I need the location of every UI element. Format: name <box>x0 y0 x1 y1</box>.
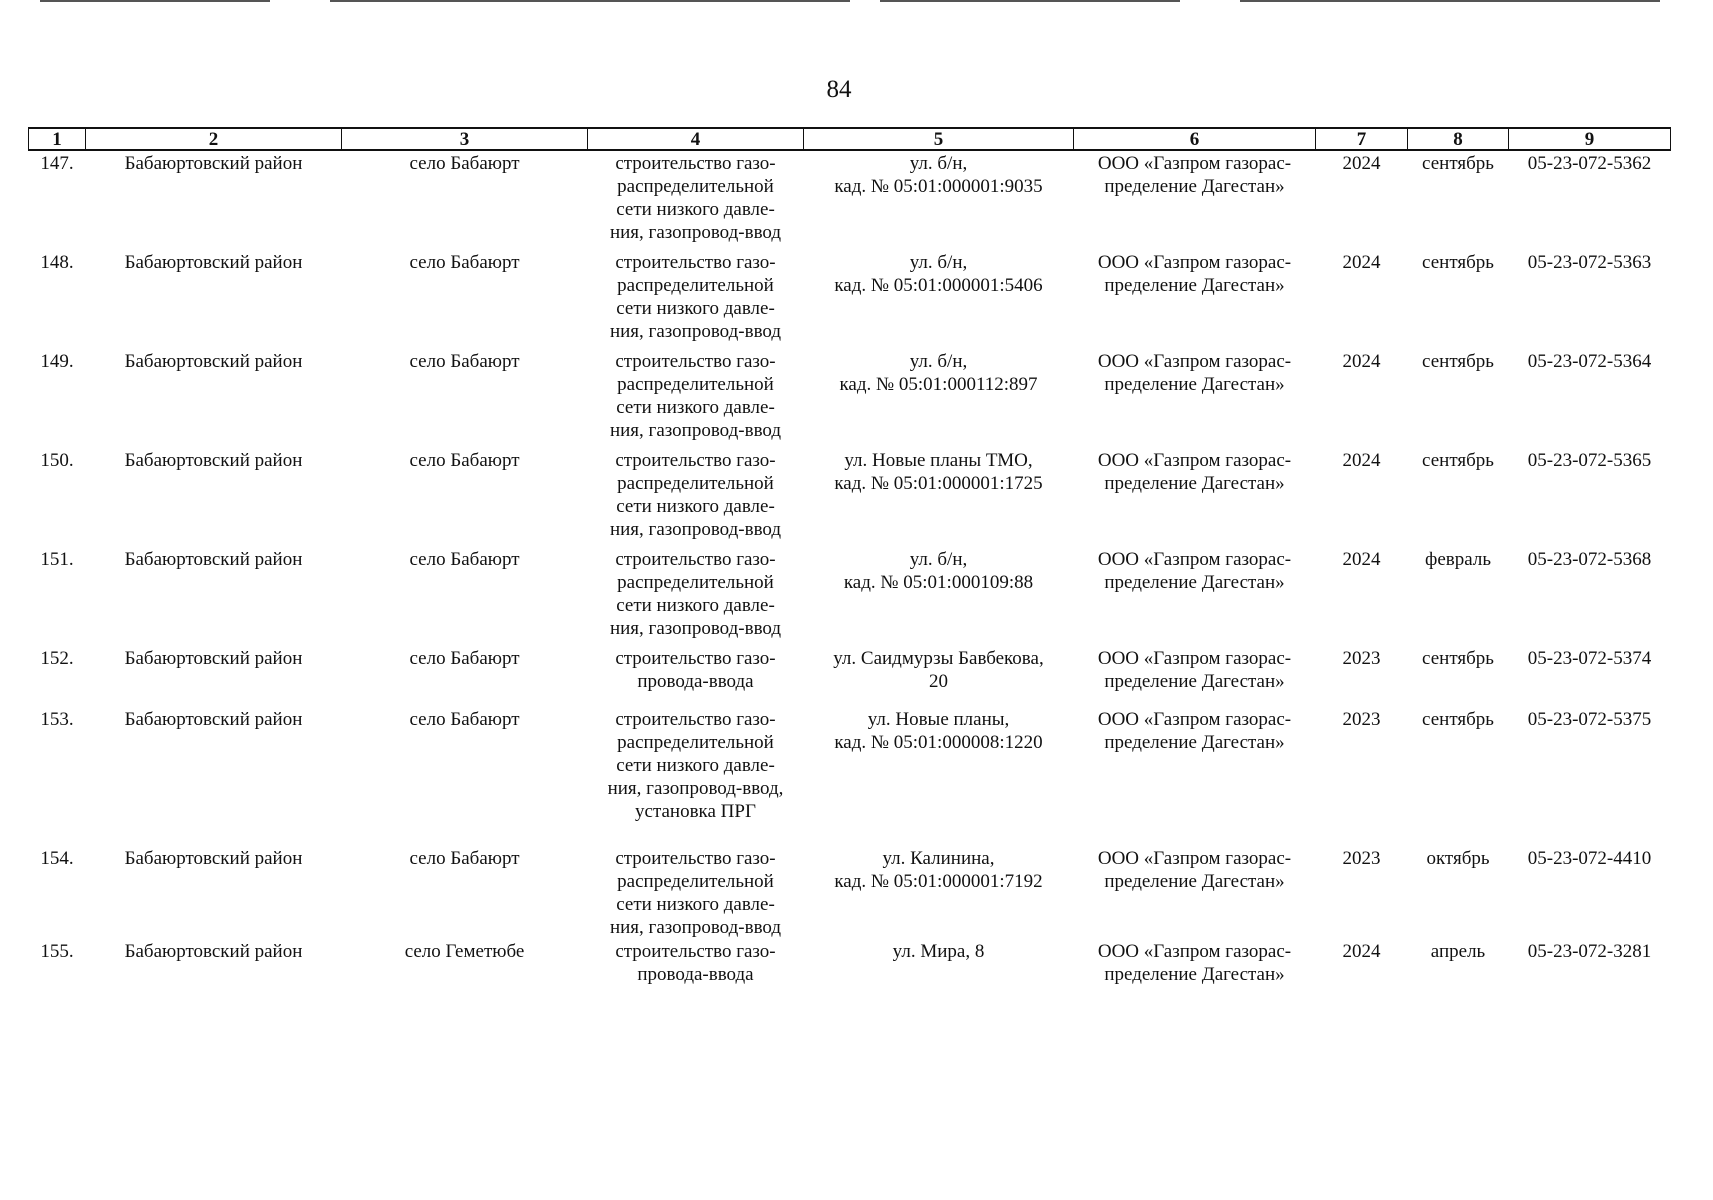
address-cell-text: ул. Новые планы, кад. № 05:01:000008:1220 <box>834 709 1043 753</box>
work-description-cell <box>588 250 804 349</box>
year-cell-text: 2023 <box>1342 848 1381 869</box>
row-number-text: 155. <box>40 941 74 962</box>
district-cell <box>86 707 342 846</box>
settlement-cell <box>342 349 588 448</box>
district-cell <box>86 939 342 1000</box>
district-cell <box>86 646 342 707</box>
work-description-cell <box>588 547 804 646</box>
month-cell-text: сентябрь <box>1422 351 1494 372</box>
registry-code-cell <box>1509 349 1671 448</box>
month-cell-text: сентябрь <box>1422 450 1494 471</box>
settlement-cell-text: село Бабаюрт <box>409 709 520 730</box>
document-table <box>28 127 1671 1000</box>
column-header: 1 <box>29 128 86 150</box>
work-description-cell <box>588 846 804 939</box>
address-cell <box>804 349 1074 448</box>
table-body <box>29 150 1671 1000</box>
organization-cell-text: ООО «Газпром газорас- пределение Дагестан» <box>1097 351 1292 395</box>
organization-cell-text: ООО «Газпром газорас- пределение Дагестан» <box>1097 941 1292 985</box>
district-cell <box>86 150 342 250</box>
document-table-container <box>28 127 1670 1000</box>
work-description-cell-text: строительство газо- распределительной сети низкого давле- ния, газопровод-ввод <box>609 848 782 938</box>
scan-edge-segment <box>1240 0 1660 2</box>
month-cell <box>1408 646 1509 707</box>
month-cell-text: сентябрь <box>1422 648 1494 669</box>
settlement-cell-text: село Бабаюрт <box>409 351 520 372</box>
row-number <box>29 250 86 349</box>
work-description-cell <box>588 448 804 547</box>
year-cell <box>1316 939 1408 1000</box>
row-number <box>29 349 86 448</box>
organization-cell-text: ООО «Газпром газорас- пределение Дагестан» <box>1097 648 1292 692</box>
registry-code-cell-text: 05-23-072-4410 <box>1527 848 1652 869</box>
settlement-cell <box>342 846 588 939</box>
year-cell-text: 2023 <box>1342 709 1381 730</box>
row-number <box>29 707 86 846</box>
year-cell-text: 2024 <box>1342 450 1381 471</box>
row-number <box>29 646 86 707</box>
address-cell <box>804 846 1074 939</box>
year-cell-text: 2024 <box>1342 549 1381 570</box>
column-header: 7 <box>1316 128 1408 150</box>
registry-code-cell-text: 05-23-072-5364 <box>1527 351 1652 372</box>
row-number-text: 147. <box>40 153 74 174</box>
year-cell <box>1316 846 1408 939</box>
column-header: 3 <box>342 128 588 150</box>
registry-code-cell <box>1509 846 1671 939</box>
month-cell <box>1408 150 1509 250</box>
district-cell-text: Бабаюртовский район <box>124 941 303 962</box>
address-cell <box>804 250 1074 349</box>
table-row <box>29 250 1671 349</box>
district-cell <box>86 547 342 646</box>
month-cell-text: сентябрь <box>1422 252 1494 273</box>
settlement-cell-text: село Бабаюрт <box>409 848 520 869</box>
registry-code-cell <box>1509 707 1671 846</box>
address-cell <box>804 547 1074 646</box>
year-cell <box>1316 646 1408 707</box>
year-cell <box>1316 150 1408 250</box>
organization-cell-text: ООО «Газпром газорас- пределение Дагестан» <box>1097 153 1292 197</box>
year-cell-text: 2024 <box>1342 153 1381 174</box>
month-cell-text: октябрь <box>1426 848 1490 869</box>
registry-code-cell <box>1509 547 1671 646</box>
work-description-cell-text: строительство газо- провода-ввода <box>615 648 776 692</box>
work-description-cell <box>588 646 804 707</box>
district-cell-text: Бабаюртовский район <box>124 648 303 669</box>
settlement-cell <box>342 250 588 349</box>
organization-cell <box>1074 939 1316 1000</box>
organization-cell <box>1074 448 1316 547</box>
row-number-text: 153. <box>40 709 74 730</box>
district-cell-text: Бабаюртовский район <box>124 709 303 730</box>
table-row <box>29 150 1671 250</box>
row-number-text: 148. <box>40 252 74 273</box>
page-number: 84 <box>826 76 852 103</box>
column-header: 2 <box>86 128 342 150</box>
scan-edge-segment <box>880 0 1180 2</box>
header-row <box>29 128 1671 150</box>
table-row <box>29 707 1671 846</box>
registry-code-cell-text: 05-23-072-5375 <box>1527 709 1652 730</box>
address-cell-text: ул. б/н, кад. № 05:01:000001:5406 <box>834 252 1043 296</box>
column-header: 4 <box>588 128 804 150</box>
district-cell-text: Бабаюртовский район <box>124 351 303 372</box>
district-cell <box>86 846 342 939</box>
month-cell-text: апрель <box>1430 941 1486 962</box>
year-cell <box>1316 547 1408 646</box>
month-cell-text: сентябрь <box>1422 709 1494 730</box>
registry-code-cell <box>1509 646 1671 707</box>
month-cell <box>1408 939 1509 1000</box>
settlement-cell-text: село Бабаюрт <box>409 549 520 570</box>
month-cell <box>1408 707 1509 846</box>
district-cell-text: Бабаюртовский район <box>124 549 303 570</box>
row-number-text: 150. <box>40 450 74 471</box>
month-cell-text: сентябрь <box>1422 153 1494 174</box>
address-cell <box>804 707 1074 846</box>
row-number <box>29 547 86 646</box>
work-description-cell <box>588 150 804 250</box>
row-number <box>29 150 86 250</box>
settlement-cell-text: село Бабаюрт <box>409 153 520 174</box>
organization-cell-text: ООО «Газпром газорас- пределение Дагестан» <box>1097 549 1292 593</box>
work-description-cell-text: строительство газо- провода-ввода <box>615 941 776 985</box>
district-cell <box>86 250 342 349</box>
address-cell-text: ул. Мира, 8 <box>892 941 985 962</box>
organization-cell <box>1074 250 1316 349</box>
year-cell <box>1316 707 1408 846</box>
registry-code-cell <box>1509 150 1671 250</box>
registry-code-cell-text: 05-23-072-5362 <box>1527 153 1652 174</box>
address-cell-text: ул. б/н, кад. № 05:01:000001:9035 <box>834 153 1043 197</box>
month-cell <box>1408 448 1509 547</box>
district-cell-text: Бабаюртовский район <box>124 848 303 869</box>
district-cell-text: Бабаюртовский район <box>124 153 303 174</box>
organization-cell <box>1074 150 1316 250</box>
year-cell-text: 2024 <box>1342 252 1381 273</box>
address-cell <box>804 939 1074 1000</box>
registry-code-cell-text: 05-23-072-5363 <box>1527 252 1652 273</box>
column-header: 8 <box>1408 128 1509 150</box>
settlement-cell-text: село Бабаюрт <box>409 648 520 669</box>
district-cell-text: Бабаюртовский район <box>124 450 303 471</box>
organization-cell-text: ООО «Газпром газорас- пределение Дагестан» <box>1097 709 1292 753</box>
year-cell-text: 2024 <box>1342 941 1381 962</box>
organization-cell-text: ООО «Газпром газорас- пределение Дагестан» <box>1097 252 1292 296</box>
address-cell <box>804 150 1074 250</box>
settlement-cell <box>342 646 588 707</box>
column-header: 9 <box>1509 128 1671 150</box>
month-cell <box>1408 349 1509 448</box>
registry-code-cell-text: 05-23-072-5374 <box>1527 648 1652 669</box>
organization-cell <box>1074 646 1316 707</box>
scan-edge-segment <box>40 0 270 2</box>
table-row <box>29 646 1671 707</box>
work-description-cell-text: строительство газо- распределительной сети низкого давле- ния, газопровод-ввод <box>609 450 782 540</box>
registry-code-cell <box>1509 250 1671 349</box>
year-cell <box>1316 448 1408 547</box>
row-number-text: 149. <box>40 351 74 372</box>
district-cell <box>86 448 342 547</box>
month-cell-text: февраль <box>1425 549 1491 570</box>
table-row <box>29 349 1671 448</box>
month-cell <box>1408 846 1509 939</box>
month-cell <box>1408 250 1509 349</box>
year-cell-text: 2024 <box>1342 351 1381 372</box>
settlement-cell <box>342 150 588 250</box>
row-number <box>29 939 86 1000</box>
settlement-cell <box>342 547 588 646</box>
row-number-text: 152. <box>40 648 74 669</box>
row-number-text: 154. <box>40 848 74 869</box>
table-row <box>29 846 1671 939</box>
district-cell <box>86 349 342 448</box>
table-row <box>29 448 1671 547</box>
address-cell-text: ул. Калинина, кад. № 05:01:000001:7192 <box>834 848 1043 892</box>
organization-cell <box>1074 349 1316 448</box>
row-number <box>29 846 86 939</box>
work-description-cell-text: строительство газо- распределительной сети низкого давле- ния, газопровод-ввод <box>609 351 782 441</box>
settlement-cell-text: село Геметюбе <box>404 941 525 962</box>
month-cell <box>1408 547 1509 646</box>
column-header: 6 <box>1074 128 1316 150</box>
registry-code-cell <box>1509 448 1671 547</box>
settlement-cell <box>342 448 588 547</box>
scan-edge-segment <box>330 0 850 2</box>
registry-code-cell <box>1509 939 1671 1000</box>
year-cell <box>1316 349 1408 448</box>
address-cell <box>804 646 1074 707</box>
table-row <box>29 547 1671 646</box>
work-description-cell-text: строительство газо- распределительной сети низкого давле- ния, газопровод-ввод <box>609 153 782 243</box>
district-cell-text: Бабаюртовский район <box>124 252 303 273</box>
work-description-cell <box>588 939 804 1000</box>
registry-code-cell-text: 05-23-072-5368 <box>1527 549 1652 570</box>
column-header: 5 <box>804 128 1074 150</box>
work-description-cell-text: строительство газо- распределительной сети низкого давле- ния, газопровод-ввод, установка ПРГ <box>607 709 784 822</box>
table-row <box>29 939 1671 1000</box>
registry-code-cell-text: 05-23-072-3281 <box>1527 941 1652 962</box>
address-cell-text: ул. б/н, кад. № 05:01:000109:88 <box>843 549 1034 593</box>
settlement-cell-text: село Бабаюрт <box>409 450 520 471</box>
address-cell-text: ул. Саидмурзы Бавбекова, 20 <box>833 648 1044 692</box>
address-cell <box>804 448 1074 547</box>
year-cell-text: 2023 <box>1342 648 1381 669</box>
work-description-cell <box>588 349 804 448</box>
scan-top-edge <box>0 0 1713 2</box>
organization-cell <box>1074 707 1316 846</box>
settlement-cell <box>342 707 588 846</box>
address-cell-text: ул. б/н, кад. № 05:01:000112:897 <box>839 351 1038 395</box>
row-number-text: 151. <box>40 549 74 570</box>
organization-cell-text: ООО «Газпром газорас- пределение Дагестан» <box>1097 450 1292 494</box>
address-cell-text: ул. Новые планы ТМО, кад. № 05:01:000001:1725 <box>834 450 1043 494</box>
organization-cell <box>1074 846 1316 939</box>
row-number <box>29 448 86 547</box>
registry-code-cell-text: 05-23-072-5365 <box>1527 450 1652 471</box>
work-description-cell-text: строительство газо- распределительной сети низкого давле- ния, газопровод-ввод <box>609 549 782 639</box>
settlement-cell <box>342 939 588 1000</box>
work-description-cell-text: строительство газо- распределительной сети низкого давле- ния, газопровод-ввод <box>609 252 782 342</box>
organization-cell-text: ООО «Газпром газорас- пределение Дагестан» <box>1097 848 1292 892</box>
organization-cell <box>1074 547 1316 646</box>
year-cell <box>1316 250 1408 349</box>
settlement-cell-text: село Бабаюрт <box>409 252 520 273</box>
work-description-cell <box>588 707 804 846</box>
